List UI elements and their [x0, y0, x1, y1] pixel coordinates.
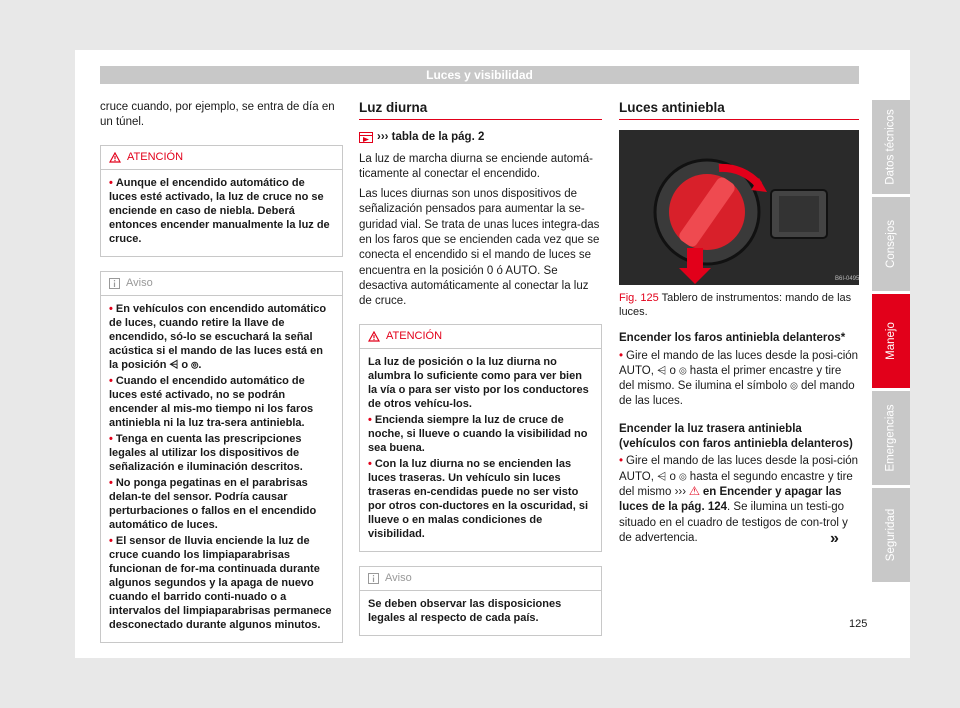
column-3	[619, 100, 859, 551]
figure-caption: Fig. 125 Tablero de instrumentos: mando de las luces.	[619, 292, 852, 319]
list-item: • Cuando el encendido automático de luces esté activado, no se podrán encender al mis-mo tiempo ni los faros antiniebla ni la luz tra-sera antiniebla.	[109, 375, 314, 430]
intro-text: cruce cuando, por ejemplo, se entra de día en un túnel.	[100, 101, 335, 129]
note-label: Aviso	[126, 276, 153, 289]
column-2	[359, 100, 602, 636]
figure-code: B6I-0495	[835, 276, 859, 283]
warning-lead: La luz de posición o la luz diurna no alumbra lo suficiente como para ver bien la vía o para ser visto por los conductores de otros vehícu-los.	[368, 355, 589, 410]
section-title-luz-diurna: Luz diurna	[359, 100, 602, 120]
continue-arrow: »	[830, 530, 839, 547]
warning-label: ATENCIÓN	[386, 329, 443, 342]
reference-link[interactable]: ››› tabla de la pág. 2	[377, 131, 485, 144]
page-header: Luces y visibilidad	[100, 66, 859, 84]
warning-header	[360, 325, 601, 349]
paragraph: Las luces diurnas son unos dispositivos de señalización pensados para aumentar la se-guridad vial. Se trata de unas luces integra-das en los faros que se encienden cada vez que se conecta el encendido si el mando de luces se encuentra en la posición 0 ó AUTO. Se desactiva automáticamente al conectar la luz de cruce.	[359, 188, 600, 308]
list-item: • Encienda siempre la luz de cruce de noche, si llueve o cuando la visibilidad no sea buena.	[368, 413, 588, 454]
list-item: • El sensor de lluvia enciende la luz de cruce cuando los limpiaparabrisas funcionan de for-ma continuada durante algunos segundos y la apaga de nuevo cuando el barrido conti-nuado o a intervalos del limpiaparabrisas permanece desconectado durante algunos minutos.	[109, 535, 332, 632]
warning-box	[100, 145, 343, 257]
warning-label: ATENCIÓN	[127, 150, 184, 163]
list-item: • Con la luz diurna no se encienden las luces traseras. Un vehículo sin luces traseras en-cendidas puede no ser visto por otros con-ductores en la oscuridad, si llueve o en malas condiciones de visibilidad.	[368, 457, 589, 540]
table-icon	[359, 132, 373, 143]
tab-consejos[interactable]: Consejos	[872, 197, 910, 291]
note-text: Se deben observar las disposiciones legales al respecto de cada país.	[368, 598, 562, 625]
figure-light-switch	[619, 130, 859, 285]
tab-seguridad[interactable]: Seguridad	[872, 488, 910, 582]
warning-box	[359, 324, 602, 552]
column-1	[100, 100, 343, 643]
page-number: 125	[849, 618, 868, 630]
cross-reference[interactable]	[359, 130, 602, 145]
info-icon	[368, 573, 379, 584]
list-item: • Tenga en cuenta las prescripciones legales al utilizar los dispositivos de señalización e iluminación descritos.	[109, 433, 303, 474]
list-item: • No ponga pegatinas en el parabrisas delan-te del sensor. Podría causar perturbaciones o fallos en el encendido automático de luces.	[109, 477, 317, 532]
list-item: • En vehículos con encendido automático de luces, cuando retire la llave de encendido, só-lo se escuchará la señal acústica si el mando de las luces está en la posición ⩤ o ⦾.	[109, 303, 327, 372]
warning-icon	[368, 331, 380, 342]
note-box	[359, 566, 602, 636]
note-box	[100, 271, 343, 643]
subsection-title: Encender la luz trasera antiniebla (vehículos con faros antiniebla delanteros)	[619, 422, 853, 451]
paragraph: La luz de marcha diurna se enciende automá-ticamente al conectar el encendido.	[359, 152, 593, 180]
warning-icon	[109, 152, 121, 163]
warning-header	[101, 146, 342, 170]
list-item: • Gire el mando de las luces desde la posi-ción AUTO, ⩤ o ⦾ hasta el primer encastre y tire del mismo. Se ilumina el símbolo ⦾ del mando de las luces.	[619, 349, 859, 408]
light-switch-illustration	[619, 130, 859, 285]
subsection-title: Encender los faros antiniebla delanteros*	[619, 332, 846, 345]
info-icon	[109, 278, 120, 289]
note-header	[360, 567, 601, 591]
tab-emergencias[interactable]: Emergencias	[872, 391, 910, 485]
note-label: Aviso	[385, 571, 412, 584]
tab-datos-tecnicos[interactable]: Datos técnicos	[872, 100, 910, 194]
list-item: • Aunque el encendido automático de luces esté activado, la luz de cruce no se enciende en caso de niebla. Deberá entonces encender manualmente la luz de cruce.	[109, 176, 330, 245]
page-link[interactable]: en Encender y apagar las luces de la pág. 124	[619, 485, 842, 514]
tab-manejo[interactable]: Manejo	[872, 294, 910, 388]
list-item: • Gire el mando de las luces desde la posi-ción AUTO, ⩤ o ⦾ hasta el segundo encastre y tire del mismo ››› ⚠ en Encender y apagar las luces de la pág. 124. Se ilumina un testi-go situado en el cuadro de testigos de con-trol y de advertencia.	[619, 455, 859, 544]
note-header	[101, 272, 342, 296]
section-title-antiniebla: Luces antiniebla	[619, 100, 859, 120]
chapter-tabs	[872, 100, 910, 585]
